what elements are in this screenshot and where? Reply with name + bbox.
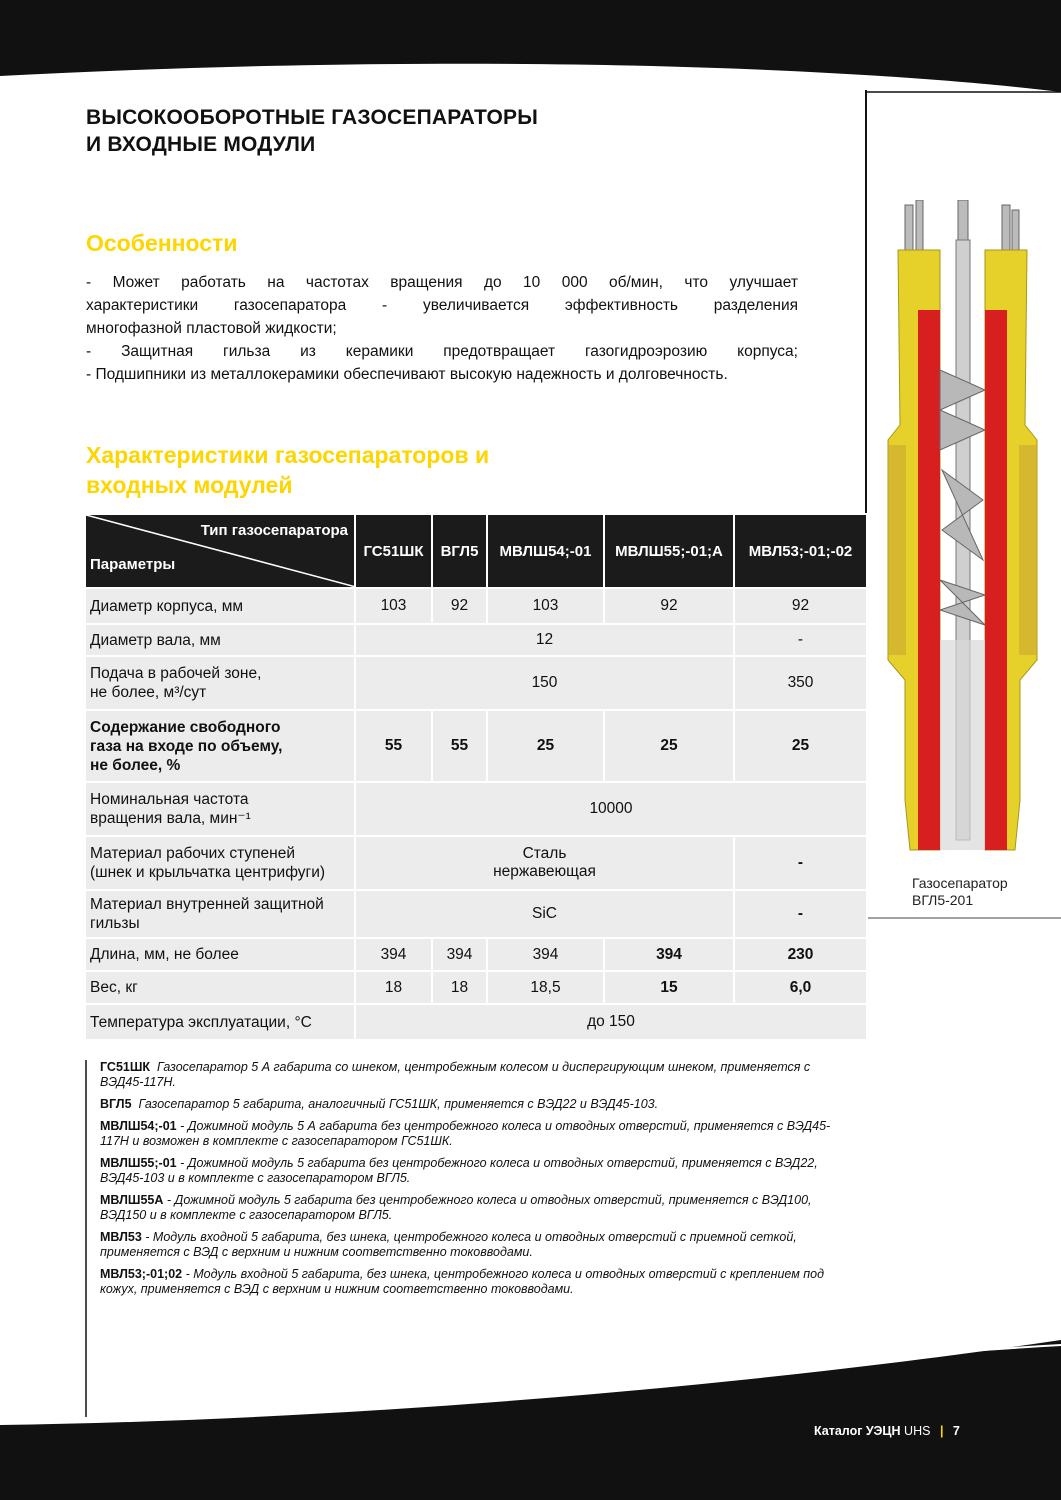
footnote-code: ГС51ШК [100, 1060, 151, 1074]
value-cell: 25 [604, 710, 734, 782]
bottom-black-band [0, 1340, 1061, 1500]
param-cell [85, 782, 355, 836]
value-cell: 18 [355, 971, 432, 1004]
param-cell: Температура эксплуатации, °С [85, 1004, 355, 1040]
feature-line-5: - Подшипники из металлокерамики обеспечивают высокую надежность и долговечность. [86, 366, 728, 383]
value-cell: - [734, 836, 867, 890]
caption-line-2: ВГЛ5-201 [912, 892, 974, 908]
specs-table [84, 513, 868, 1041]
screw-texture-right [1019, 445, 1037, 655]
sleeve-right [985, 310, 1007, 850]
footnote-text: - Модуль входной 5 габарита, без шнека, центробежного колеса и отводных отверстий с приемной сеткой, применяется с ВЭД с верхним и нижним соответственно токовводами. [100, 1230, 797, 1259]
footnote-text: - Дожимной модуль 5 габарита без центробежного колеса и отводных отверстий, применяется с ВЭД22, ВЭД45-103 и в комплекте с газосепаратором ВГЛ5. [100, 1156, 818, 1185]
features-heading: Особенности [86, 230, 238, 256]
param-line: Материал внутренней защитной [90, 896, 324, 913]
table-row [85, 836, 867, 890]
title-line-2: И ВХОДНЫЕ МОДУЛИ [86, 133, 316, 156]
footnote-code: МВЛШ55А [100, 1193, 164, 1207]
footnote [100, 1119, 840, 1149]
footnote-text: - Модуль входной 5 габарита, без шнека, центробежного колеса и отводных отверстий с креплением под кожух, применяется с ВЭД с верхним и нижним соответственно токовводами. [100, 1267, 824, 1296]
param-line: Содержание свободного [90, 718, 281, 736]
footnote-code: МВЛШ55;-01 [100, 1156, 177, 1170]
table-row [85, 971, 867, 1004]
value-cell: 394 [355, 938, 432, 971]
value-cell [355, 836, 734, 890]
table-row [85, 938, 867, 971]
table-row [85, 624, 867, 656]
lower-chamber [940, 640, 985, 850]
column-header: ГС51ШК [355, 514, 432, 588]
footnote-text: Газосепаратор 5 А габарита со шнеком, центробежным колесом и диспергирующим шнеком, применяется с ВЭД45-117Н. [100, 1060, 811, 1089]
value-cell: 394 [432, 938, 487, 971]
param-line: Подача в рабочей зоне, [90, 665, 262, 682]
param-line: гильзы [90, 915, 140, 932]
value-cell: 25 [734, 710, 867, 782]
value-cell: - [734, 624, 867, 656]
illustration-caption [912, 875, 1008, 909]
value-cell: 25 [487, 710, 604, 782]
column-header: МВЛ53;-01;-02 [734, 514, 867, 588]
specs-heading-line-1: Характеристики газосепараторов и [86, 442, 490, 468]
column-header: МВЛШ54;-01 [487, 514, 604, 588]
footer-separator: | [939, 1424, 944, 1438]
table-row [85, 1004, 867, 1040]
param-cell [85, 836, 355, 890]
value-cell: 150 [355, 656, 734, 710]
header-type-label: Тип газосепаратора [200, 522, 348, 539]
header-params-label: Параметры [90, 556, 176, 573]
table-row [85, 890, 867, 938]
value-cell: до 150 [355, 1004, 867, 1040]
column-header: МВЛШ55;-01;А [604, 514, 734, 588]
footer-catalog-label: Каталог УЭЦН [814, 1424, 901, 1438]
value-cell: 55 [432, 710, 487, 782]
value-cell: 394 [487, 938, 604, 971]
specs-heading [86, 440, 489, 500]
param-line: не более, % [90, 756, 181, 774]
value-cell: 230 [734, 938, 867, 971]
param-line: вращения вала, мин⁻¹ [90, 810, 251, 827]
param-cell: Диаметр корпуса, мм [85, 588, 355, 624]
value-cell: 350 [734, 656, 867, 710]
footnote [100, 1193, 840, 1223]
footnote [100, 1060, 840, 1090]
feature-line-2: характеристики газосепаратора - увеличивается эффективность разделения [86, 297, 798, 314]
footnotes [100, 1060, 840, 1304]
top-black-band [0, 0, 1061, 92]
value-cell: 103 [355, 588, 432, 624]
table-corner-header [85, 514, 355, 588]
value-cell: - [734, 890, 867, 938]
feature-line-4: - Защитная гильза из керамики предотвращает газогидроэрозию корпуса; [86, 343, 798, 360]
param-line: (шнек и крыльчатка центрифуги) [90, 864, 326, 881]
gas-separator-illustration [880, 200, 1045, 865]
footnote [100, 1156, 840, 1186]
table-row [85, 710, 867, 782]
specs-heading-line-2: входных модулей [86, 472, 293, 498]
footnote-text: - Дожимной модуль 5 габарита без центробежного колеса и отводных отверстий, применяется с ВЭД100, ВЭД150 и в комплекте с газосепаратором ВГЛ5. [100, 1193, 812, 1222]
value-cell: 10000 [355, 782, 867, 836]
value-cell: 6,0 [734, 971, 867, 1004]
value-cell: 92 [734, 588, 867, 624]
param-line: Номинальная частота [90, 791, 249, 808]
param-cell [85, 890, 355, 938]
table-header-row [85, 514, 867, 588]
feature-line-1: - Может работать на частотах вращения до 10 000 об/мин, что улучшает [86, 274, 798, 291]
footnote-code: ВГЛ5 [100, 1097, 132, 1111]
value-cell: 18 [432, 971, 487, 1004]
footnote-text: Газосепаратор 5 габарита, аналогичный ГС51ШК, применяется с ВЭД22 и ВЭД45-103. [138, 1097, 659, 1111]
footnote-code: МВЛ53;-01;02 [100, 1267, 183, 1281]
param-line: не более, м³/сут [90, 684, 207, 701]
sleeve-left [918, 310, 940, 850]
footnote [100, 1230, 840, 1260]
table-row [85, 588, 867, 624]
features-list [86, 271, 798, 386]
param-cell [85, 656, 355, 710]
param-line: Материал рабочих ступеней [90, 845, 295, 862]
param-cell [85, 710, 355, 782]
param-cell: Диаметр вала, мм [85, 624, 355, 656]
value-cell: 18,5 [487, 971, 604, 1004]
value-cell: 15 [604, 971, 734, 1004]
caption-line-1: Газосепаратор [912, 875, 1008, 891]
value-cell: 103 [487, 588, 604, 624]
title-line-1: ВЫСОКООБОРОТНЫЕ ГАЗОСЕПАРАТОРЫ [86, 106, 538, 129]
page-footer [814, 1424, 960, 1438]
param-line: газа на входе по объему, [90, 737, 283, 755]
screw-texture-left [888, 445, 906, 655]
value-cell: SiC [355, 890, 734, 938]
value-cell: 394 [604, 938, 734, 971]
page-title [86, 104, 538, 158]
feature-line-3: многофазной пластовой жидкости; [86, 320, 337, 337]
table-row [85, 656, 867, 710]
footer-brand: UHS [904, 1424, 931, 1438]
footnote [100, 1267, 840, 1297]
value-cell: 92 [432, 588, 487, 624]
footnote [100, 1097, 840, 1112]
table-row [85, 782, 867, 836]
value-line: нержавеющая [493, 863, 596, 880]
footnote-code: МВЛШ54;-01 [100, 1119, 177, 1133]
page-number: 7 [952, 1424, 960, 1438]
param-cell: Длина, мм, не более [85, 938, 355, 971]
footnote-text: - Дожимной модуль 5 А габарита без центробежного колеса и отводных отверстий, применяется с ВЭД45-117Н и возможен в комплекте с газосепаратором ГС51ШК. [100, 1119, 831, 1148]
footnote-code: МВЛ53 [100, 1230, 142, 1244]
value-cell: 12 [355, 624, 734, 656]
param-cell: Вес, кг [85, 971, 355, 1004]
column-header: ВГЛ5 [432, 514, 487, 588]
value-cell: 55 [355, 710, 432, 782]
value-cell: 92 [604, 588, 734, 624]
value-line: Сталь [522, 845, 567, 862]
